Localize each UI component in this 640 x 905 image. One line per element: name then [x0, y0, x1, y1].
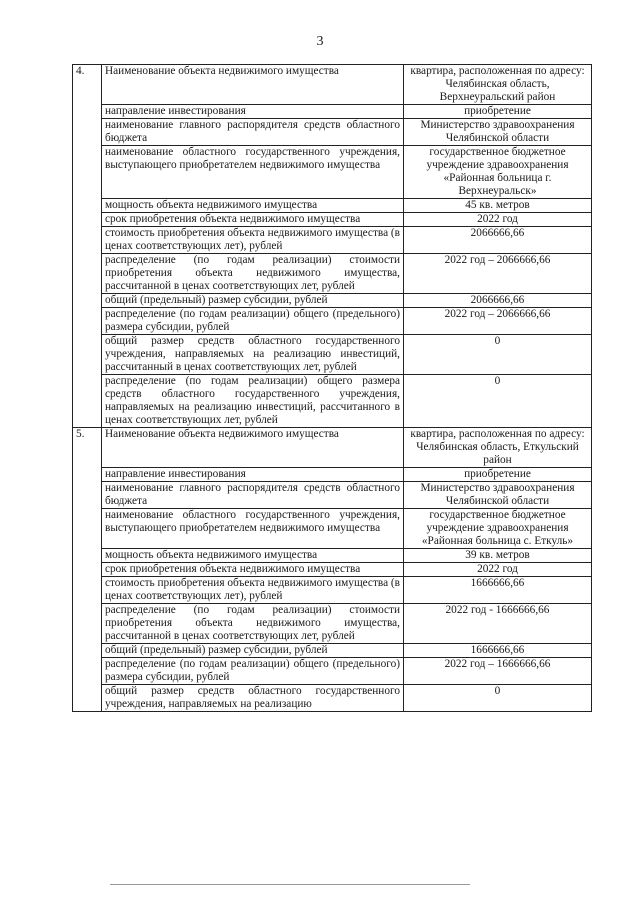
row-label: стоимость приобретения объекта недвижимого имущества (в ценах соответствующих лет), рублей [102, 577, 404, 604]
investment-objects-table [72, 64, 592, 712]
row-label: распределение (по годам реализации) общего (предельного) размера субсидии, рублей [102, 658, 404, 685]
footer-divider [110, 884, 470, 885]
row-value: 2022 год [404, 213, 592, 227]
row-value: 0 [404, 685, 592, 712]
table-row [73, 468, 592, 482]
row-label: распределение (по годам реализации) стоимости приобретения объекта недвижимого имущества, рассчитанной в ценах соответствующих лет, рублей [102, 254, 404, 294]
row-value: 2066666,66 [404, 294, 592, 308]
row-value: квартира, расположенная по адресу: Челябинская область, Еткульский район [404, 428, 592, 468]
row-label: распределение (по годам реализации) общего размера средств областного государственного учреждения, направляемых на реализацию инвестиций, рассчитанного в ценах соответствующих лет, рублей [102, 375, 404, 428]
row-value: 1666666,66 [404, 644, 592, 658]
row-label: направление инвестирования [102, 468, 404, 482]
table-row [73, 119, 592, 146]
table-body [73, 65, 592, 712]
row-label: общий размер средств областного государственного учреждения, направляемых на реализацию инвестиций, рассчитанный в ценах соответствующих лет, рублей [102, 335, 404, 375]
row-value: государственное бюджетное учреждение здравоохранения «Районная больница г. Верхнеуральск» [404, 146, 592, 199]
row-value: 0 [404, 335, 592, 375]
table-row [73, 428, 592, 468]
row-value: 2022 год – 1666666,66 [404, 658, 592, 685]
row-value: приобретение [404, 468, 592, 482]
row-label: наименование областного государственного учреждения, выступающего приобретателем недвижимого имущества [102, 146, 404, 199]
row-value: приобретение [404, 105, 592, 119]
table-row [73, 254, 592, 294]
table-row [73, 644, 592, 658]
row-value: 2022 год – 2066666,66 [404, 308, 592, 335]
table-row [73, 549, 592, 563]
table-row [73, 509, 592, 549]
row-value: 2066666,66 [404, 227, 592, 254]
row-label: наименование главного распорядителя средств областного бюджета [102, 119, 404, 146]
row-value: 39 кв. метров [404, 549, 592, 563]
row-label: распределение (по годам реализации) стоимости приобретения объекта недвижимого имущества, рассчитанной в ценах соответствующих лет, рублей [102, 604, 404, 644]
row-value: 0 [404, 375, 592, 428]
row-label: наименование областного государственного учреждения, выступающего приобретателем недвижимого имущества [102, 509, 404, 549]
row-label: наименование главного распорядителя средств областного бюджета [102, 482, 404, 509]
row-value: 2022 год – 2066666,66 [404, 254, 592, 294]
row-label: срок приобретения объекта недвижимого имущества [102, 563, 404, 577]
table-row [73, 308, 592, 335]
table-row [73, 482, 592, 509]
row-value: государственное бюджетное учреждение здравоохранения «Районная больница с. Еткуль» [404, 509, 592, 549]
page-number: 3 [316, 34, 324, 49]
row-value: Министерство здравоохранения Челябинской области [404, 119, 592, 146]
table-row [73, 65, 592, 105]
table-row [73, 227, 592, 254]
row-label: мощность объекта недвижимого имущества [102, 199, 404, 213]
row-label: стоимость приобретения объекта недвижимого имущества (в ценах соответствующих лет), рублей [102, 227, 404, 254]
row-label: общий (предельный) размер субсидии, рублей [102, 644, 404, 658]
row-label: Наименование объекта недвижимого имущества [102, 428, 404, 468]
table-row [73, 199, 592, 213]
row-value: Министерство здравоохранения Челябинской области [404, 482, 592, 509]
section-number: 5. [73, 428, 102, 712]
table-row [73, 335, 592, 375]
row-value: 1666666,66 [404, 577, 592, 604]
table-row [73, 658, 592, 685]
table-row [73, 563, 592, 577]
row-label: общий (предельный) размер субсидии, рублей [102, 294, 404, 308]
table-row [73, 213, 592, 227]
row-label: направление инвестирования [102, 105, 404, 119]
row-label: общий размер средств областного государственного учреждения, направляемых на реализацию [102, 685, 404, 712]
table-row [73, 685, 592, 712]
row-value: 45 кв. метров [404, 199, 592, 213]
row-label: срок приобретения объекта недвижимого имущества [102, 213, 404, 227]
row-label: мощность объекта недвижимого имущества [102, 549, 404, 563]
table-row [73, 146, 592, 199]
row-label: распределение (по годам реализации) общего (предельного) размера субсидии, рублей [102, 308, 404, 335]
row-value: 2022 год - 1666666,66 [404, 604, 592, 644]
row-label: Наименование объекта недвижимого имущества [102, 65, 404, 105]
row-value: 2022 год [404, 563, 592, 577]
table-row [73, 577, 592, 604]
row-value: квартира, расположенная по адресу: Челябинская область, Верхнеуральский район [404, 65, 592, 105]
section-number: 4. [73, 65, 102, 428]
table-row [73, 604, 592, 644]
table-row [73, 105, 592, 119]
table-row [73, 294, 592, 308]
table-row [73, 375, 592, 428]
